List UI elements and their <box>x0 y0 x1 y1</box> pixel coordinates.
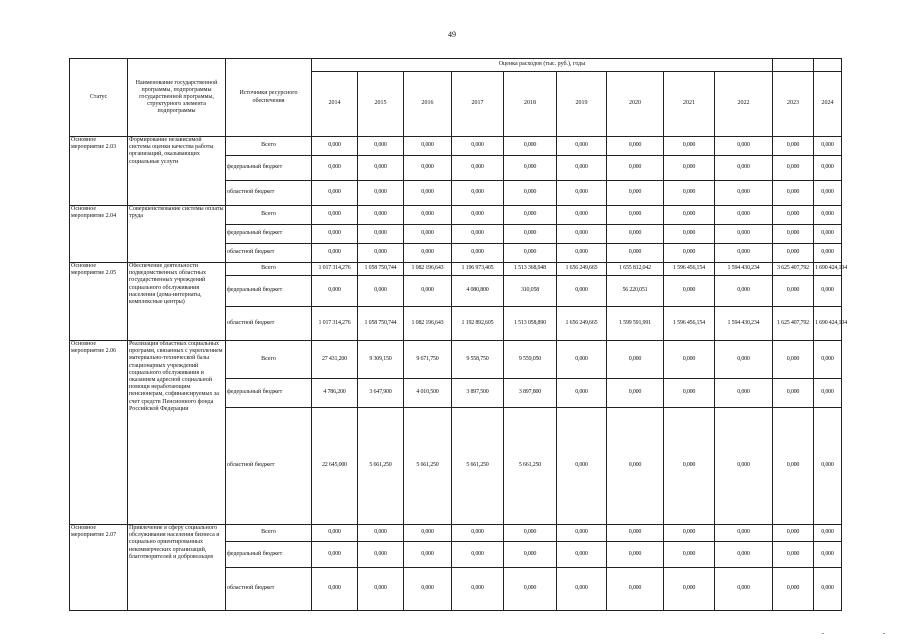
header-empty-2 <box>814 59 842 72</box>
amount-cell: 0,000 <box>312 225 358 244</box>
amount-cell: 0,000 <box>452 206 504 225</box>
funding-source: Всего <box>226 341 312 379</box>
funding-source: областной бюджет <box>226 307 312 341</box>
amount-cell: 0,000 <box>358 181 404 206</box>
amount-cell: 0,000 <box>312 244 358 263</box>
amount-cell: 0,000 <box>557 568 607 611</box>
header-status: Статус <box>70 59 128 137</box>
amount-cell: 1 690 424,104 <box>814 263 842 276</box>
amount-cell: 0,000 <box>452 181 504 206</box>
amount-cell: 0,000 <box>814 568 842 611</box>
amount-cell: 0,000 <box>773 525 814 542</box>
amount-cell: 0,000 <box>814 341 842 379</box>
funding-source: федеральный бюджет <box>226 156 312 181</box>
amount-cell: 0,000 <box>715 206 773 225</box>
section-name: Совершенствование системы оплаты труда <box>128 206 226 263</box>
amount-cell: 0,000 <box>715 137 773 156</box>
amount-cell: 0,000 <box>358 206 404 225</box>
funding-source: федеральный бюджет <box>226 276 312 307</box>
amount-cell: 0,000 <box>814 408 842 525</box>
amount-cell: 0,000 <box>814 379 842 408</box>
amount-cell: 0,000 <box>773 181 814 206</box>
amount-cell: 3 897,800 <box>504 379 557 408</box>
amount-cell: 0,000 <box>664 156 715 181</box>
amount-cell: 0,000 <box>664 341 715 379</box>
amount-cell: 9 309,150 <box>358 341 404 379</box>
amount-cell: 0,000 <box>607 156 664 181</box>
amount-cell: 5 661,250 <box>504 408 557 525</box>
scan-mark <box>883 633 885 634</box>
amount-cell: 1 017 314,276 <box>312 263 358 276</box>
amount-cell: 0,000 <box>664 408 715 525</box>
amount-cell: 0,000 <box>404 225 452 244</box>
amount-cell: 0,000 <box>404 137 452 156</box>
table-row <box>70 525 842 542</box>
section-name: Обеспечение деятельности подведомственных областных государственных учреждений социального обслуживания населения (дома-интернаты, комплексные центры) <box>128 263 226 341</box>
amount-cell: 0,000 <box>607 408 664 525</box>
amount-cell: 0,000 <box>773 137 814 156</box>
amount-cell: 1 513 368,948 <box>504 263 557 276</box>
funding-source: областной бюджет <box>226 244 312 263</box>
section-status: Основное мероприятие 2.07 <box>70 525 128 611</box>
amount-cell: 0,000 <box>358 137 404 156</box>
amount-cell: 3 625 407,792 <box>773 263 814 276</box>
amount-cell: 0,000 <box>715 225 773 244</box>
amount-cell: 1 058 750,744 <box>358 263 404 276</box>
header-empty-1 <box>773 59 814 72</box>
funding-source: областной бюджет <box>226 568 312 611</box>
amount-cell: 0,000 <box>404 542 452 568</box>
amount-cell: 0,000 <box>312 206 358 225</box>
section-status: Основное мероприятие 2.05 <box>70 263 128 341</box>
amount-cell: 0,000 <box>715 244 773 263</box>
amount-cell: 0,000 <box>452 156 504 181</box>
header-year: 2016 <box>404 72 452 137</box>
amount-cell: 0,000 <box>312 568 358 611</box>
amount-cell: 0,000 <box>715 341 773 379</box>
amount-cell: 5 661,250 <box>452 408 504 525</box>
amount-cell: 0,000 <box>504 181 557 206</box>
table-row <box>70 341 842 379</box>
amount-cell: 0,000 <box>557 244 607 263</box>
funding-source: федеральный бюджет <box>226 379 312 408</box>
amount-cell: 0,000 <box>404 181 452 206</box>
amount-cell: 0,000 <box>715 568 773 611</box>
amount-cell: 5 661,250 <box>404 408 452 525</box>
amount-cell: 4 080,800 <box>452 276 504 307</box>
amount-cell: 22 645,000 <box>312 408 358 525</box>
amount-cell: 0,000 <box>358 568 404 611</box>
amount-cell: 0,000 <box>452 542 504 568</box>
amount-cell: 0,000 <box>773 341 814 379</box>
amount-cell: 0,000 <box>452 525 504 542</box>
amount-cell: 0,000 <box>773 225 814 244</box>
funding-source: Всего <box>226 137 312 156</box>
section-status: Основное мероприятие 2.04 <box>70 206 128 263</box>
amount-cell: 0,000 <box>715 156 773 181</box>
amount-cell: 1 594 430,234 <box>715 263 773 276</box>
amount-cell: 0,000 <box>773 276 814 307</box>
amount-cell: 0,000 <box>715 525 773 542</box>
amount-cell: 0,000 <box>814 276 842 307</box>
amount-cell: 0,000 <box>664 379 715 408</box>
amount-cell: 0,000 <box>557 137 607 156</box>
amount-cell: 0,000 <box>557 341 607 379</box>
amount-cell: 0,000 <box>504 225 557 244</box>
amount-cell: 0,000 <box>814 156 842 181</box>
funding-source: Всего <box>226 263 312 276</box>
amount-cell: 0,000 <box>557 408 607 525</box>
amount-cell: 0,000 <box>664 542 715 568</box>
amount-cell: 0,000 <box>557 156 607 181</box>
amount-cell: 0,000 <box>358 276 404 307</box>
amount-cell: 1 596 456,154 <box>664 307 715 341</box>
header-year: 2022 <box>715 72 773 137</box>
amount-cell: 0,000 <box>664 206 715 225</box>
amount-cell: 0,000 <box>557 225 607 244</box>
amount-cell: 0,000 <box>715 276 773 307</box>
amount-cell: 310,058 <box>504 276 557 307</box>
expenditure-table <box>69 58 847 611</box>
amount-cell: 0,000 <box>452 568 504 611</box>
amount-cell: 1 082 196,643 <box>404 307 452 341</box>
amount-cell: 0,000 <box>358 225 404 244</box>
amount-cell: 0,000 <box>358 525 404 542</box>
amount-cell: 3 897,500 <box>452 379 504 408</box>
funding-source: Всего <box>226 206 312 225</box>
amount-cell: 1 594 430,234 <box>715 307 773 341</box>
amount-cell: 0,000 <box>773 542 814 568</box>
amount-cell: 5 661,250 <box>358 408 404 525</box>
amount-cell: 0,000 <box>607 379 664 408</box>
amount-cell: 0,000 <box>452 244 504 263</box>
section-status: Основное мероприятие 2.06 <box>70 341 128 525</box>
amount-cell: 0,000 <box>773 244 814 263</box>
amount-cell: 0,000 <box>358 156 404 181</box>
amount-cell: 4 786,200 <box>312 379 358 408</box>
header-year: 2023 <box>773 72 814 137</box>
amount-cell: 0,000 <box>404 206 452 225</box>
amount-cell: 0,000 <box>814 206 842 225</box>
amount-cell: 1 599 591,991 <box>607 307 664 341</box>
amount-cell: 0,000 <box>607 341 664 379</box>
header-estimate: Оценка расходов (тыс. руб.), годы <box>312 59 773 72</box>
amount-cell: 0,000 <box>664 225 715 244</box>
amount-cell: 0,000 <box>814 137 842 156</box>
amount-cell: 0,000 <box>773 206 814 225</box>
amount-cell: 0,000 <box>664 137 715 156</box>
amount-cell: 1 655 812,042 <box>607 263 664 276</box>
header-name: Наименование государственной программы, подпрограммы государственной программы, структурного элемента подпрограммы <box>128 59 226 137</box>
amount-cell: 0,000 <box>557 525 607 542</box>
amount-cell: 0,000 <box>664 244 715 263</box>
amount-cell: 0,000 <box>404 156 452 181</box>
amount-cell: 0,000 <box>607 206 664 225</box>
amount-cell: 0,000 <box>715 379 773 408</box>
amount-cell: 0,000 <box>504 156 557 181</box>
amount-cell: 0,000 <box>312 525 358 542</box>
header-year: 2021 <box>664 72 715 137</box>
amount-cell: 0,000 <box>452 137 504 156</box>
amount-cell: 0,000 <box>715 542 773 568</box>
amount-cell: 1 656 249,665 <box>557 307 607 341</box>
amount-cell: 0,000 <box>557 206 607 225</box>
section-status: Основное мероприятие 2.03 <box>70 137 128 206</box>
amount-cell: 0,000 <box>814 181 842 206</box>
amount-cell: 0,000 <box>404 244 452 263</box>
amount-cell: 1 082 196,643 <box>404 263 452 276</box>
funding-source: Всего <box>226 525 312 542</box>
section-name: Реализация областных социальных программ, связанных с укреплением материально-технической базы стационарных учреждений социального обслуживания и оказанием адресной социальной помощи неработающим пенсионерам, софинансируемых за счет средств Пенсионного фонда Российской Федерации <box>128 341 226 525</box>
amount-cell: 27 431,200 <box>312 341 358 379</box>
amount-cell: 0,000 <box>557 542 607 568</box>
amount-cell: 0,000 <box>664 276 715 307</box>
amount-cell: 0,000 <box>504 542 557 568</box>
amount-cell: 3 647,900 <box>358 379 404 408</box>
amount-cell: 0,000 <box>557 379 607 408</box>
amount-cell: 0,000 <box>814 542 842 568</box>
amount-cell: 0,000 <box>607 542 664 568</box>
amount-cell: 9 559,050 <box>504 341 557 379</box>
amount-cell: 0,000 <box>607 568 664 611</box>
header-sources: Источники ресурсного обеспечения <box>226 59 312 137</box>
amount-cell: 0,000 <box>404 568 452 611</box>
header-year: 2019 <box>557 72 607 137</box>
header-year: 2020 <box>607 72 664 137</box>
amount-cell: 0,000 <box>358 542 404 568</box>
amount-cell: 0,000 <box>814 244 842 263</box>
header-year: 2015 <box>358 72 404 137</box>
header-year: 2014 <box>312 72 358 137</box>
amount-cell: 0,000 <box>504 137 557 156</box>
amount-cell: 0,000 <box>312 181 358 206</box>
amount-cell: 0,000 <box>607 225 664 244</box>
amount-cell: 0,000 <box>773 568 814 611</box>
amount-cell: 0,000 <box>557 181 607 206</box>
amount-cell: 56 220,051 <box>607 276 664 307</box>
amount-cell: 1 690 424,104 <box>814 307 842 341</box>
amount-cell: 0,000 <box>504 244 557 263</box>
table-row <box>70 206 842 225</box>
funding-source: федеральный бюджет <box>226 225 312 244</box>
amount-cell: 0,000 <box>773 379 814 408</box>
amount-cell: 0,000 <box>312 276 358 307</box>
amount-cell: 0,000 <box>664 568 715 611</box>
amount-cell: 1 192 892,605 <box>452 307 504 341</box>
amount-cell: 1 625 407,792 <box>773 307 814 341</box>
amount-cell: 0,000 <box>504 525 557 542</box>
amount-cell: 1 058 750,744 <box>358 307 404 341</box>
amount-cell: 1 656 249,665 <box>557 263 607 276</box>
amount-cell: 0,000 <box>715 408 773 525</box>
amount-cell: 0,000 <box>664 181 715 206</box>
amount-cell: 4 010,500 <box>404 379 452 408</box>
amount-cell: 9 558,750 <box>452 341 504 379</box>
amount-cell: 0,000 <box>404 276 452 307</box>
amount-cell: 0,000 <box>664 525 715 542</box>
table-row <box>70 263 842 276</box>
amount-cell: 1 196 973,405 <box>452 263 504 276</box>
amount-cell: 1 513 058,890 <box>504 307 557 341</box>
amount-cell: 9 671,750 <box>404 341 452 379</box>
amount-cell: 0,000 <box>607 137 664 156</box>
amount-cell: 0,000 <box>715 181 773 206</box>
scan-mark <box>822 633 824 634</box>
amount-cell: 0,000 <box>452 225 504 244</box>
amount-cell: 0,000 <box>607 181 664 206</box>
amount-cell: 0,000 <box>312 156 358 181</box>
amount-cell: 0,000 <box>814 525 842 542</box>
header-year: 2024 <box>814 72 842 137</box>
amount-cell: 0,000 <box>404 525 452 542</box>
amount-cell: 0,000 <box>504 568 557 611</box>
amount-cell: 0,000 <box>358 244 404 263</box>
section-name: Формирование независимой системы оценки качества работы организаций, оказывающих социальные услуги <box>128 137 226 206</box>
funding-source: областной бюджет <box>226 181 312 206</box>
funding-source: федеральный бюджет <box>226 542 312 568</box>
amount-cell: 0,000 <box>312 137 358 156</box>
amount-cell: 0,000 <box>607 525 664 542</box>
amount-cell: 0,000 <box>312 542 358 568</box>
funding-source: областной бюджет <box>226 408 312 525</box>
amount-cell: 0,000 <box>504 206 557 225</box>
amount-cell: 0,000 <box>607 244 664 263</box>
amount-cell: 1 017 314,276 <box>312 307 358 341</box>
amount-cell: 0,000 <box>814 225 842 244</box>
page-number: 49 <box>448 30 456 39</box>
amount-cell: 1 596 456,154 <box>664 263 715 276</box>
header-year: 2018 <box>504 72 557 137</box>
amount-cell: 0,000 <box>557 276 607 307</box>
amount-cell: 0,000 <box>773 156 814 181</box>
section-name: Привлечение в сферу социального обслуживания населения бизнеса и социально ориентированных некоммерческих организаций, благотворителей и добровольцев <box>128 525 226 611</box>
header-year: 2017 <box>452 72 504 137</box>
amount-cell: 0,000 <box>773 408 814 525</box>
table-row <box>70 137 842 156</box>
